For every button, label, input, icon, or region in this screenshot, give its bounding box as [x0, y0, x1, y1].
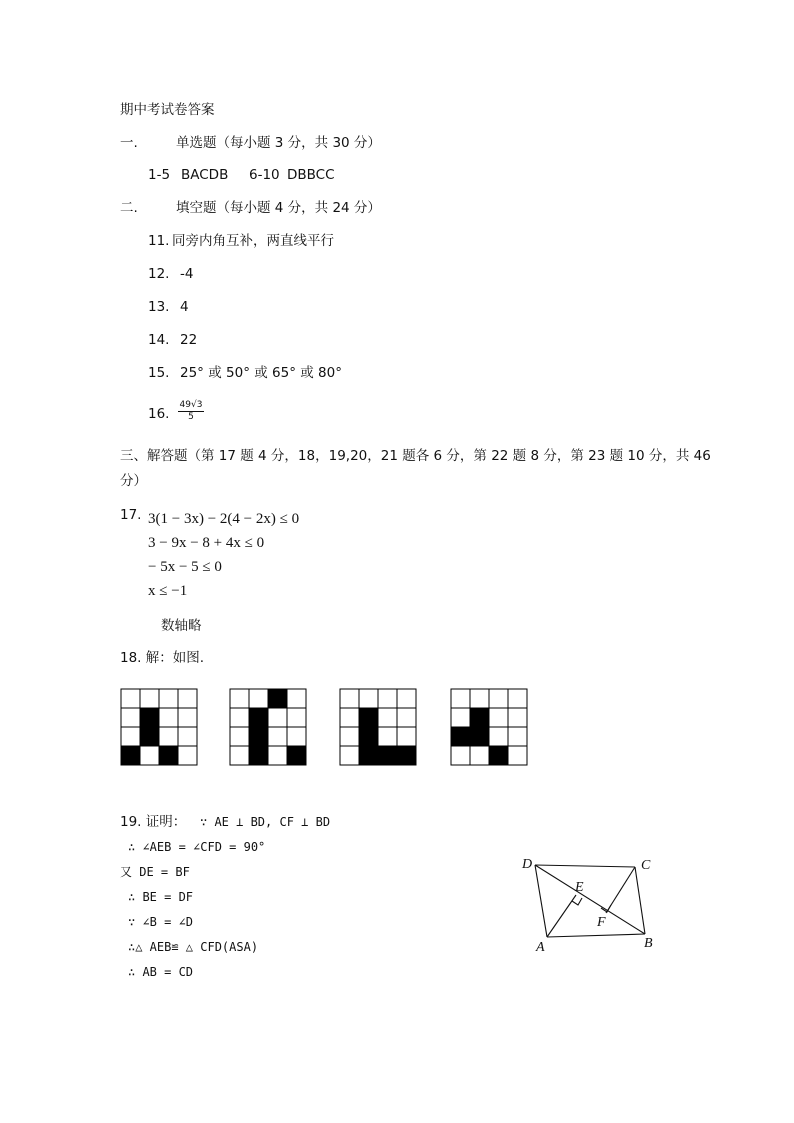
grid-cell-empty: [230, 727, 249, 746]
q17-step-1: 3(1 − 3x) − 2(4 − 2x) ≤ 0: [148, 511, 300, 527]
grid-cell-empty: [230, 708, 249, 727]
grid-cell-empty: [121, 727, 140, 746]
q19-line-5: ∵ ∠B = ∠D: [128, 915, 194, 929]
grid-cell-empty: [287, 708, 306, 727]
fill-num-12: 12.: [148, 266, 170, 282]
segment-dc: [535, 865, 635, 867]
grid-cell-empty: [340, 727, 359, 746]
q17-step-2: 3 − 9x − 8 + 4x ≤ 0: [148, 535, 265, 551]
grid-cell-empty: [178, 708, 197, 727]
grid-cell-filled: [249, 746, 268, 765]
grid-cell-empty: [470, 746, 489, 765]
label-e: E: [575, 880, 584, 895]
mc-range-2: 6-10: [249, 167, 280, 183]
grid-cell-empty: [159, 708, 178, 727]
q17-number: 17.: [120, 507, 142, 523]
grid-cell-empty: [508, 689, 527, 708]
grid-cell-empty: [140, 746, 159, 765]
label-b: B: [644, 936, 653, 951]
fill-num-14: 14.: [148, 332, 170, 348]
section3-heading-line2: 分）: [120, 473, 147, 489]
grid-cell-empty: [359, 689, 378, 708]
q19-line-1: ∵ AE ⊥ BD, CF ⊥ BD: [200, 815, 331, 829]
fill-answer-11: 同旁内角互补，两直线平行: [172, 233, 334, 249]
fill-num-15: 15.: [148, 365, 170, 381]
page-title: 期中考试卷答案: [120, 102, 215, 118]
answer-grid-1: [120, 688, 198, 766]
grid-cell-empty: [378, 689, 397, 708]
grid-cell-filled: [359, 746, 378, 765]
fill-answer-16-fraction: [178, 400, 204, 423]
fill-num-13: 13.: [148, 299, 170, 315]
grid-cell-empty: [178, 689, 197, 708]
section1-number: 一.: [120, 135, 138, 151]
fill-answer-12: -4: [180, 266, 194, 282]
q19-line-2: ∴ ∠AEB = ∠CFD = 90°: [128, 840, 266, 854]
answer-grid-3: [339, 688, 417, 766]
grid-cell-empty: [178, 746, 197, 765]
answer-grid-2: [229, 688, 307, 766]
fill-answer-14: 22: [180, 332, 198, 348]
q17-step-3: − 5x − 5 ≤ 0: [148, 559, 222, 575]
answer-grid-4: [450, 688, 528, 766]
fill-num-11: 11.: [148, 233, 170, 249]
grid-cell-empty: [451, 689, 470, 708]
grid-cell-empty: [159, 727, 178, 746]
mc-answers-2: DBBCC: [287, 167, 335, 183]
label-f: F: [597, 915, 606, 930]
grid-cell-empty: [378, 708, 397, 727]
fraction-denominator: 5: [188, 412, 194, 422]
grid-cell-empty: [287, 689, 306, 708]
grid-cell-empty: [178, 727, 197, 746]
grid-cell-filled: [140, 727, 159, 746]
grid-cell-empty: [268, 708, 287, 727]
q19-line-6: ∴△ AEB≌ △ CFD(ASA): [128, 940, 259, 954]
grid-cell-empty: [268, 746, 287, 765]
section3-heading-line1: 三、解答题（第 17 题 4 分，18，19,20，21 题各 6 分，第 22 题 8 分，第 23 题 10 分，共 46: [120, 448, 711, 464]
grid-cell-empty: [451, 746, 470, 765]
grid-cell-filled: [451, 727, 470, 746]
grid-cell-empty: [340, 689, 359, 708]
grid-cell-filled: [470, 727, 489, 746]
segment-cb: [635, 867, 645, 934]
section2-heading: 填空题（每小题 4 分，共 24 分）: [176, 200, 381, 216]
grid-cell-empty: [508, 708, 527, 727]
grid-cell-filled: [140, 708, 159, 727]
grid-cell-filled: [359, 708, 378, 727]
grid-cell-empty: [489, 727, 508, 746]
fill-num-16: 16.: [148, 406, 170, 422]
grid-cell-filled: [489, 746, 508, 765]
grid-cell-empty: [121, 708, 140, 727]
grid-cell-filled: [359, 727, 378, 746]
grid-cell-empty: [397, 689, 416, 708]
label-c: C: [641, 858, 651, 873]
grid-cell-filled: [268, 689, 287, 708]
fill-answer-13: 4: [180, 299, 189, 315]
label-a: A: [536, 940, 545, 955]
segment-db: [535, 865, 645, 934]
fraction-numerator: 49√3: [179, 400, 203, 410]
grid-cell-empty: [140, 689, 159, 708]
grid-cell-empty: [508, 727, 527, 746]
fill-answer-15: 25° 或 50° 或 65° 或 80°: [180, 365, 342, 381]
q19-line-7: ∴ AB = CD: [128, 965, 194, 979]
grid-cell-empty: [340, 746, 359, 765]
grid-cell-empty: [268, 727, 287, 746]
grid-cell-filled: [249, 708, 268, 727]
grid-cell-empty: [230, 746, 249, 765]
grid-cell-filled: [159, 746, 178, 765]
grid-cell-empty: [230, 689, 249, 708]
grid-cell-empty: [397, 727, 416, 746]
grid-cell-empty: [287, 727, 306, 746]
grid-cell-empty: [397, 708, 416, 727]
grid-cell-empty: [489, 689, 508, 708]
grid-cell-empty: [159, 689, 178, 708]
grid-cell-filled: [121, 746, 140, 765]
geometry-figure: [515, 850, 665, 955]
q19-line-3: 又 DE = BF: [120, 865, 190, 879]
segment-ad: [535, 865, 547, 937]
grid-cell-empty: [489, 708, 508, 727]
grid-cell-empty: [121, 689, 140, 708]
grid-cell-filled: [287, 746, 306, 765]
q17-step-4: x ≤ −1: [148, 583, 188, 599]
section1-heading: 单选题（每小题 3 分，共 30 分）: [176, 135, 381, 151]
segment-ae: [547, 895, 576, 937]
section2-number: 二.: [120, 200, 138, 216]
q19-label: 19. 证明：: [120, 814, 187, 830]
q19-line-4: ∴ BE = DF: [128, 890, 194, 904]
grid-cell-empty: [508, 746, 527, 765]
mc-range-1: 1-5: [148, 167, 171, 183]
grid-cell-filled: [470, 708, 489, 727]
q17-note: 数轴略: [161, 618, 202, 634]
grid-cell-filled: [397, 746, 416, 765]
grid-cell-empty: [451, 708, 470, 727]
grid-cell-empty: [470, 689, 489, 708]
grid-cell-empty: [378, 727, 397, 746]
grid-cell-empty: [340, 708, 359, 727]
mc-answers-1: BACDB: [181, 167, 229, 183]
right-angle-f: [601, 905, 611, 912]
segment-ba: [547, 934, 645, 937]
label-d: D: [522, 857, 533, 872]
q18-label: 18. 解：如图.: [120, 650, 205, 666]
grid-cell-filled: [378, 746, 397, 765]
grid-cell-empty: [249, 689, 268, 708]
grid-cell-filled: [249, 727, 268, 746]
